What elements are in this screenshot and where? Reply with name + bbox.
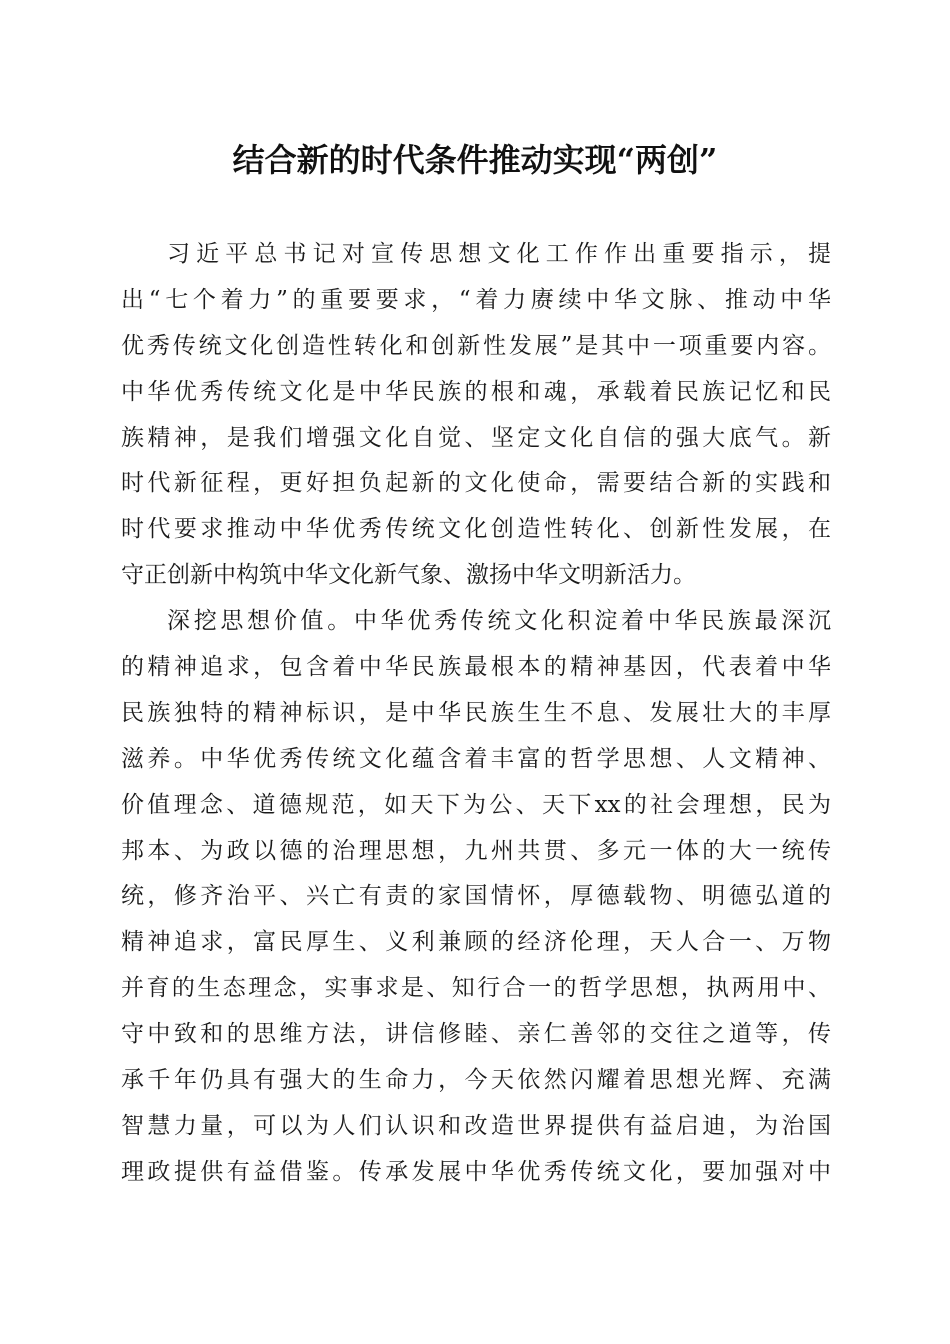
text-line: 智慧力量，可以为人们认识和改造世界提供有益启迪，为治国 xyxy=(121,1112,831,1139)
text-line: 滋养。中华优秀传统文化蕴含着丰富的哲学思想、人文精神、 xyxy=(121,745,831,772)
text-line: 精神追求，富民厚生、义利兼顾的经济伦理，天人合一、万物 xyxy=(121,929,831,956)
text-line: 时代要求推动中华优秀传统文化创造性转化、创新性发展，在 xyxy=(121,516,831,543)
text-line: 时代新征程，更好担负起新的文化使命，需要结合新的实践和 xyxy=(121,470,831,497)
text-line: 的精神追求，包含着中华民族最根本的精神基因，代表着中华 xyxy=(121,654,831,681)
text-line: 深挖思想价值。中华优秀传统文化积淀着中华民族最深沉 xyxy=(167,608,831,635)
text-line: 价值理念、道德规范，如天下为公、天下xx的社会理想，民为 xyxy=(121,791,831,818)
document-title: 结合新的时代条件推动实现“两创” xyxy=(232,141,718,179)
text-line: 邦本、为政以德的治理思想，九州共贯、多元一体的大一统传 xyxy=(121,837,831,864)
text-line: 出“七个着力”的重要要求，“着力赓续中华文脉、推动中华 xyxy=(121,286,831,313)
text-line: 承千年仍具有强大的生命力，今天依然闪耀着思想光辉、充满 xyxy=(121,1067,831,1094)
text-line: 中华优秀传统文化是中华民族的根和魂，承载着民族记忆和民 xyxy=(121,378,831,405)
text-line: 族精神，是我们增强文化自觉、坚定文化自信的强大底气。新 xyxy=(121,424,831,451)
paragraph-2 xyxy=(121,599,831,1196)
paragraph-1 xyxy=(121,232,831,599)
text-line: 理政提供有益借鉴。传承发展中华优秀传统文化，要加强对中 xyxy=(121,1158,831,1185)
text-line: 统，修齐治平、兴亡有责的家国情怀，厚德载物、明德弘道的 xyxy=(121,883,831,910)
text-line: 习近平总书记对宣传思想文化工作作出重要指示，提 xyxy=(167,241,831,267)
text-line: 守中致和的思维方法，讲信修睦、亲仁善邻的交往之道等，传 xyxy=(121,1021,831,1048)
text-line: 并育的生态理念，实事求是、知行合一的哲学思想，执两用中、 xyxy=(121,975,831,1002)
text-line: 优秀传统文化创造性转化和创新性发展”是其中一项重要内容。 xyxy=(121,332,831,359)
document-body xyxy=(121,232,831,1196)
text-line: 守正创新中构筑中华文化新气象、激扬中华文明新活力。 xyxy=(121,562,696,589)
text-line: 民族独特的精神标识，是中华民族生生不息、发展壮大的丰厚 xyxy=(121,699,831,726)
